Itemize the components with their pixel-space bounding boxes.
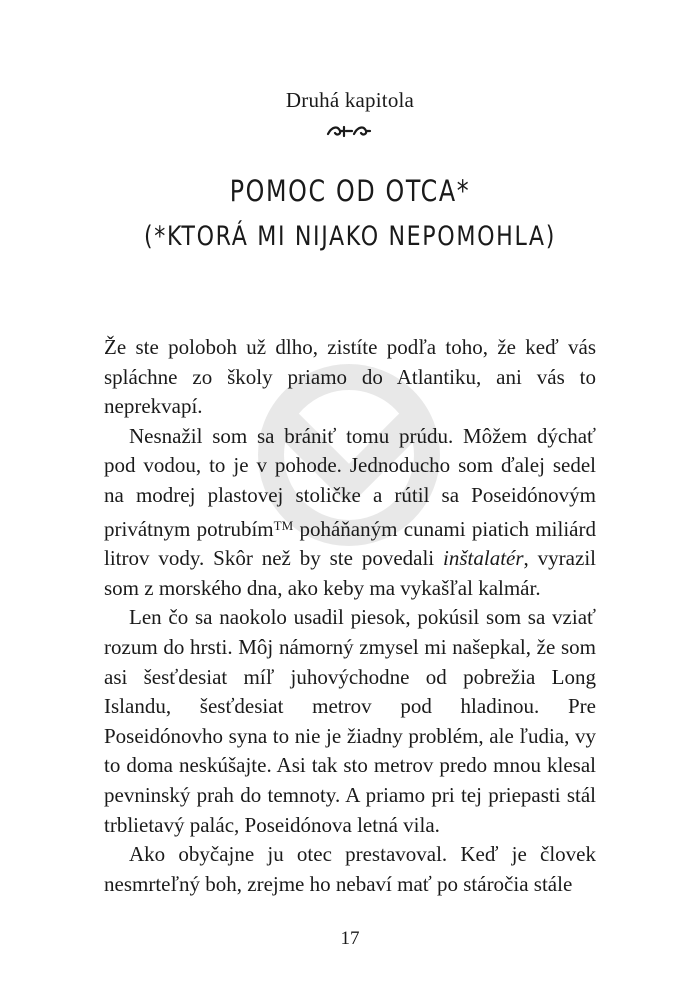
trademark-symbol: TM: [273, 517, 294, 533]
page-number: 17: [340, 928, 360, 949]
paragraph-2-part-c: , vyrazil som z morského dna, ako keby ma vykašľal kalmár.: [104, 546, 596, 600]
swirl-ornament-icon: [326, 124, 372, 138]
paragraph-2-part-b: poháňaným cunami piatich miliárd litrov vody. Skôr než by ste povedali: [104, 516, 596, 571]
paragraph-4: Ako obyčajne ju otec prestavoval. Keď je človek nesmrteľný boh, zrejme ho nebaví mať po stáročia stále: [104, 842, 596, 896]
paragraph-2: [104, 422, 596, 604]
paragraph-3: Len čo sa naokolo usadil piesok, pokúsil som sa vziať rozum do hrsti. Môj námorný zmysel mi našepkal, že som asi šesťdesiat míľ juhovýchodne od pobrežia Long Islandu, šesťdesiat metrov pod hladinou. Pre Poseidónovho syna to nie je žiadny problém, ale ľudia, vy to doma neskúšajte. Asi tak sto metrov predo mnou klesal pevninský prah do temnoty. A priamo pri tej priepasti stál trblietavý palác, Poseidónova letná vila.: [104, 605, 596, 837]
paragraph-2-part-a: Nesnažil som sa brániť tomu prúdu. Môžem dýchať pod vodou, to je v pohode. Jednoducho som ďalej sedel na modrej plastovej stoličke a rútil sa Poseidónovým privátnym potrubím: [104, 423, 596, 541]
paragraph-1: Že ste poloboh už dlho, zistíte podľa toho, že keď vás spláchne zo školy priamo do Atlantiku, ani vás to neprekvapí.: [104, 335, 596, 419]
chapter-title: POMOC OD OTCA*: [229, 174, 471, 208]
paragraph-2-italic: inštalatér: [443, 546, 524, 571]
chapter-label: Druhá kapitola: [285, 88, 415, 112]
body-text: [104, 333, 596, 899]
chapter-subtitle: (*KTORÁ MI NIJAKO NEPOMOHLA): [144, 221, 556, 252]
